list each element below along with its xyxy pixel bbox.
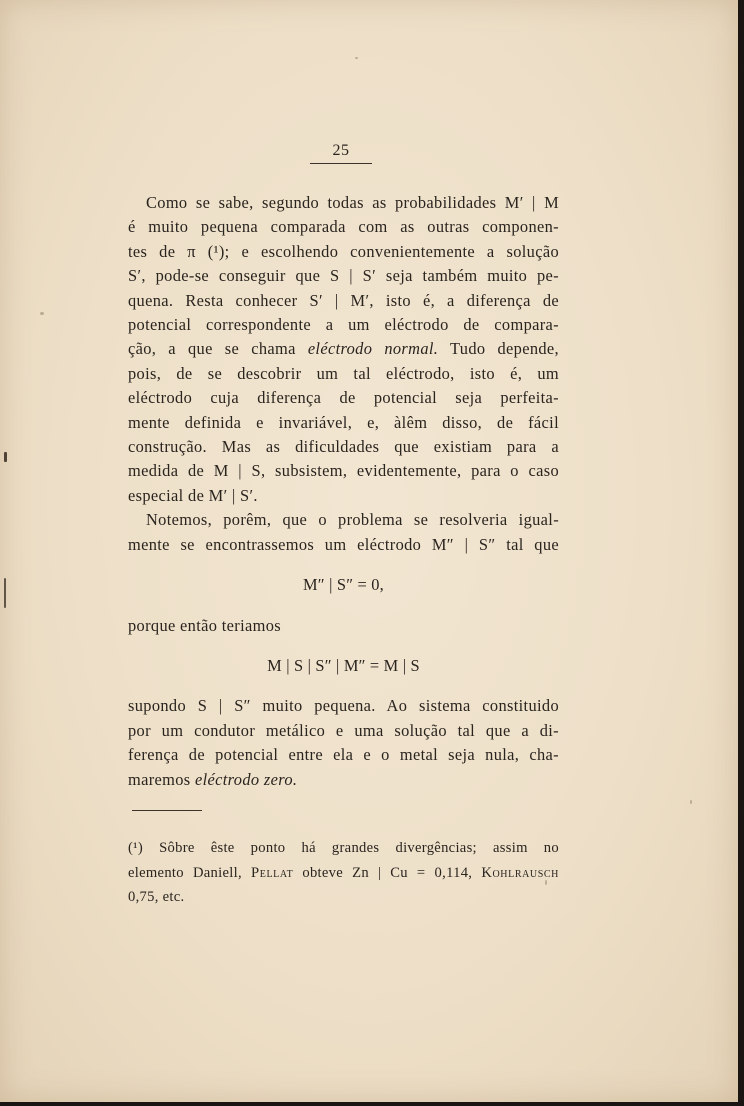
- footnote-line: [128, 861, 559, 886]
- footnote-line: [128, 836, 559, 861]
- text-line: [128, 768, 559, 792]
- text-line: supondo S | S″ muito pequena. Ao sistema constituido: [128, 696, 559, 716]
- text-fragment: maremos: [128, 769, 191, 789]
- text-line: potencial correspondente a um eléctrodo de compara-: [128, 315, 559, 335]
- formula: M″ | S″ = 0,: [303, 575, 384, 595]
- text-line: eléctrodo cuja diferença de potencial seja perfeita-: [128, 388, 559, 408]
- emphasis-term: eléctrodo zero.: [194, 769, 298, 789]
- text-fragment: ção, a que se chama: [128, 339, 296, 359]
- text-line: pois, de se descobrir um tal eléctrodo, isto é, um: [128, 363, 559, 383]
- text-line: tes de π (¹); e escolhendo convenientemente a solução: [128, 241, 559, 261]
- text-fragment: Tudo depende,: [450, 339, 560, 359]
- formula: M | S | S″ | M″ = M | S: [267, 655, 420, 675]
- text-line: especial de M′ | S′.: [128, 485, 258, 505]
- page-number: 25: [310, 142, 372, 164]
- footnote-divider: [132, 810, 202, 811]
- text-line: mente se encontrassemos um eléctrodo M″ | S″ tal que: [128, 534, 559, 554]
- binding-mark: [4, 452, 7, 462]
- text-line: mente definida e invariável, e, àlêm disso, de fácil: [128, 412, 559, 432]
- paper-speck: [355, 57, 358, 59]
- text-line: medida de M | S, subsistem, evidentemente, para o caso: [128, 461, 559, 481]
- text-line: S′, pode-se conseguir que S | S′ seja também muito pe-: [128, 266, 559, 286]
- text-line: é muito pequena comparada com as outras componen-: [128, 217, 559, 237]
- text-line: construção. Mas as dificuldades que existiam para a: [128, 437, 559, 457]
- text-fragment: elemento Daniell,: [128, 864, 242, 881]
- text-line: [128, 337, 559, 361]
- paper-speck: [40, 312, 44, 315]
- text-line: Notemos, porêm, que o problema se resolveria igual-: [146, 510, 559, 530]
- text-line: ferença de potencial entre ela e o metal seja nula, cha-: [128, 745, 559, 765]
- text-fragment: Sôbre êste ponto há grandes divergências; assim no: [159, 840, 559, 856]
- footnote: [128, 836, 559, 910]
- paper-speck: [545, 880, 547, 885]
- text-line: quena. Resta conhecer S′ | M′, isto é, a diferença de: [128, 290, 559, 310]
- footnote-line: 0,75, etc.: [128, 889, 185, 905]
- text-fragment: obteve Zn | Cu = 0,114,: [302, 864, 473, 881]
- text-line: Como se sabe, segundo todas as probabilidades M′ | M: [146, 193, 559, 212]
- body-text: [128, 191, 559, 792]
- emphasis-term: eléctrodo normal.: [307, 339, 439, 359]
- text-line: porque então teriamos: [128, 615, 281, 635]
- binding-mark: [4, 578, 6, 608]
- text-line: por um condutor metálico e uma solução tal que a di-: [128, 720, 559, 740]
- author-name: Pellat: [251, 864, 294, 881]
- author-name: Kohlrausch: [481, 864, 559, 881]
- footnote-marker: (¹): [128, 840, 143, 856]
- paper-speck: [690, 800, 692, 804]
